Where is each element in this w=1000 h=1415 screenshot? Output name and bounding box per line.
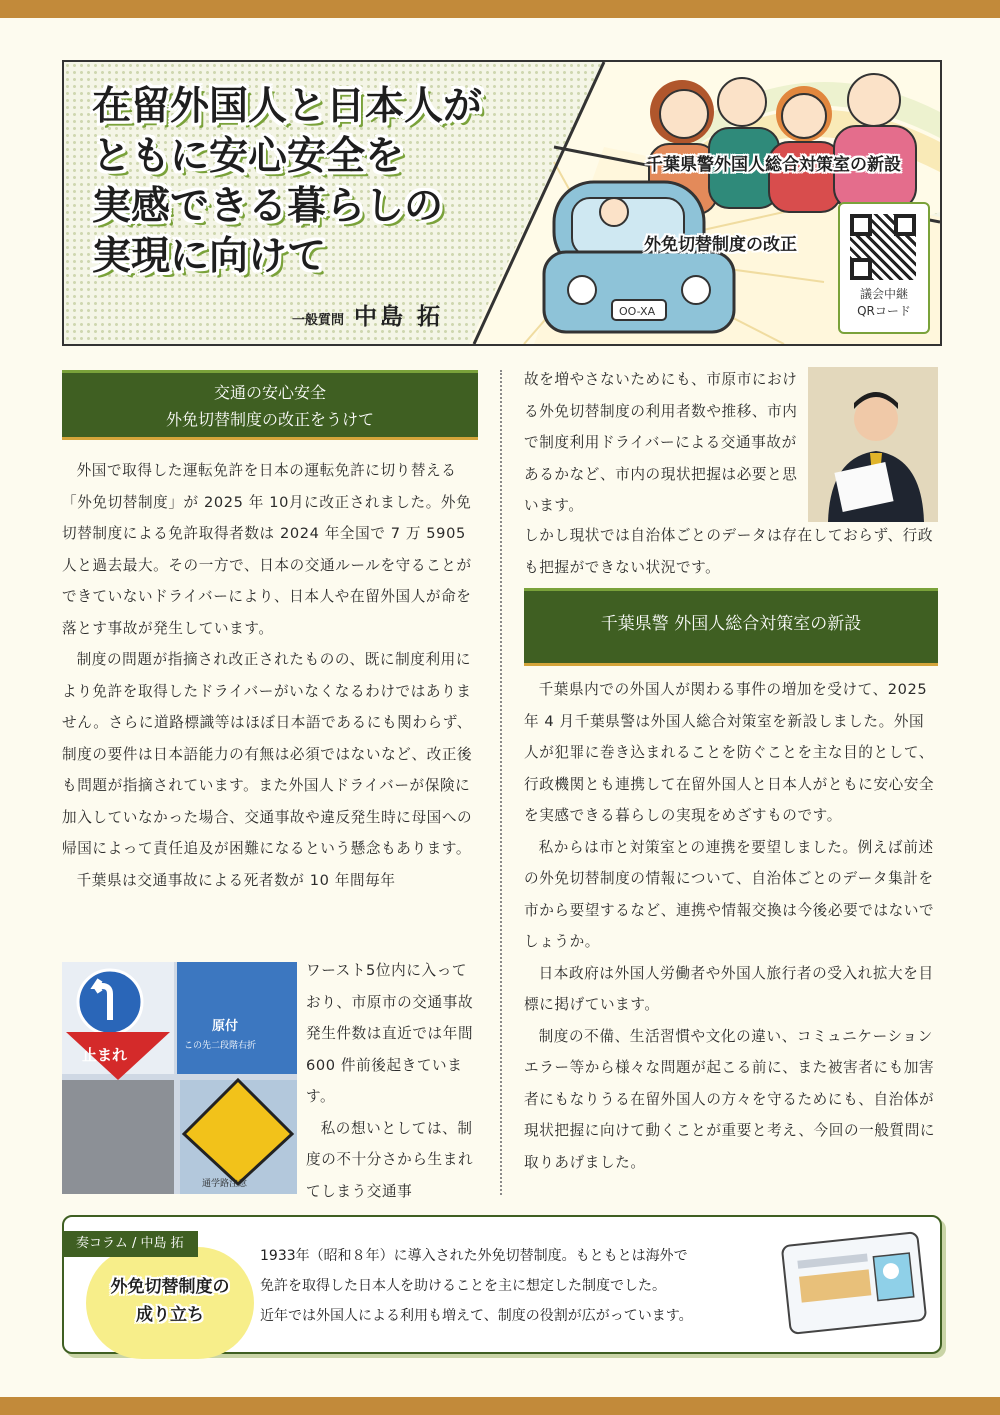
bottom-bar xyxy=(0,1397,1000,1415)
tag-license-reform: 外免切替制度の改正 xyxy=(644,235,797,255)
section1-body xyxy=(62,455,478,896)
section1-body-cont xyxy=(306,950,478,1207)
qr-label-line: QRコード xyxy=(857,304,911,318)
column-box xyxy=(62,1215,942,1354)
road-signs-photo xyxy=(62,962,297,1194)
speaker-photo xyxy=(808,367,938,522)
qr-box[interactable] xyxy=(838,202,930,334)
section1-right-body2 xyxy=(524,520,938,583)
top-bar xyxy=(0,0,1000,18)
paragraph: 私からは市と対策室との連携を要望しました。例えば前述の外免切替制度の情報について、自治体ごとのデータ集計を市から要望するなど、連携や情報交換は今後必要ではないでしょうか。 xyxy=(524,838,935,950)
heading-line: 外免切替制度の改正をうけて xyxy=(165,410,374,429)
section1-right-body xyxy=(524,364,804,522)
paragraph: 日本政府は外国人労働者や外国人旅行者の受入れ拡大を目標に掲げています。 xyxy=(524,964,934,1013)
column-text xyxy=(260,1241,780,1331)
header-panel xyxy=(62,60,942,346)
column-text-line: 免許を取得した日本人を助けることを主に想定した制度でした。 xyxy=(260,1278,666,1294)
paragraph: 千葉県は交通事故による死者数が 10 年間毎年 xyxy=(76,871,396,889)
section2-body xyxy=(524,674,938,1178)
paragraph: 制度の不備、生活習慣や文化の違い、コミュニケーションエラー等から様々な問題が起こる前に、また被害者にも加害者にもなりうる在留外国人の方々を守るためにも、自治体が現状把握に向けて動くことが重要と考え、今回の一般質問に取りあげました。 xyxy=(524,1027,936,1171)
column-divider xyxy=(500,370,502,1195)
license-card-illustration xyxy=(780,1229,930,1339)
question-type: 一般質問 xyxy=(292,313,345,328)
section1-heading xyxy=(62,370,478,440)
sign-stop-text: 止まれ xyxy=(82,1046,128,1064)
plate-text: OO-XA xyxy=(619,305,656,318)
title-line: 実感できる暮らしの xyxy=(92,184,444,229)
qr-label-line: 議会中継 xyxy=(859,287,908,301)
paragraph: 故を増やさないためにも、市原市における外免切替制度の利用者数や推移、市内で制度利用ドライバーによる交通事故があるかなど、市内の現状把握は必要と思います。 xyxy=(524,371,798,514)
byline xyxy=(292,298,443,331)
qr-code-icon[interactable] xyxy=(850,214,916,280)
column-text-line: 1933年（昭和８年）に導入された外免切替制度。もともとは海外で xyxy=(260,1248,688,1264)
paragraph: しかし現状では自治体ごとのデータは存在しておらず、行政も把握ができない状況です。 xyxy=(524,527,934,576)
column-tag: 奏コラム / 中島 拓 xyxy=(62,1231,198,1257)
column-title xyxy=(86,1273,254,1329)
column-title-line: 外免切替制度の xyxy=(110,1277,230,1297)
page-title xyxy=(92,82,482,282)
section2-heading: 千葉県警 外国人総合対策室の新設 xyxy=(524,588,938,666)
paragraph: 外国で取得した運転免許を日本の運転免許に切り替える「外免切替制度」が 2025 年 10月に改正されました。外免切替制度による免許取得者数は 2024 年全国で 7 万 5905 人と過去最大。その一方で、日本の交通ルールを守ることができていないドライバーにより、日本人や在留外国人が命を落とす事故が発生しています。 xyxy=(62,462,472,637)
sign-route2-text: この先二段階右折 xyxy=(184,1041,257,1051)
title-line: ともに安心安全を xyxy=(92,134,405,179)
paragraph: 制度の問題が指摘され改正されたものの、既に制度利用により免許を取得したドライバーがいなくなるわけではありません。さらに道路標識等はほぼ日本語であるにも関わらず、制度の要件は日本語能力の有無は必須ではないなど、改正後も問題が指摘されています。また外国人ドライバーが保険に加入していなかった場合、交通事故や違反発生時に母国への帰国によって責任追及が困難になるという懸念もあります。 xyxy=(62,651,473,857)
sign-route-text: 原付 xyxy=(212,1019,239,1034)
tag-police-office: 千葉県警外国人総合対策室の新設 xyxy=(646,155,901,175)
sign-school-text: 通学路注意 xyxy=(202,1179,248,1189)
column-text-line: 近年では外国人による利用も増えて、制度の役割が広がっています。 xyxy=(260,1308,693,1324)
paragraph: 私の想いとしては、制度の不十分さから生まれてしまう交通事 xyxy=(306,1119,474,1200)
title-line: 在留外国人と日本人が xyxy=(92,84,483,129)
qr-label xyxy=(840,286,928,320)
speaker-name: 中島 拓 xyxy=(354,304,444,330)
heading-line: 交通の安心安全 xyxy=(213,383,326,402)
paragraph: 千葉県内での外国人が関わる事件の増加を受けて、2025 年 4 月千葉県警は外国人総合対策室を新設しました。外国人が犯罪に巻き込まれることを防ぐことを主な目的として、行政機関とも連携して在留外国人と日本人がともに安心安全を実感できる暮らしの実現をめざすものです。 xyxy=(524,681,935,824)
column-title-line: 成り立ち xyxy=(136,1305,204,1325)
title-line: 実現に向けて xyxy=(92,234,327,279)
paragraph: ワースト5位内に入っており、市原市の交通事故発生件数は直近では年間 600 件前後起きています。 xyxy=(306,962,474,1105)
